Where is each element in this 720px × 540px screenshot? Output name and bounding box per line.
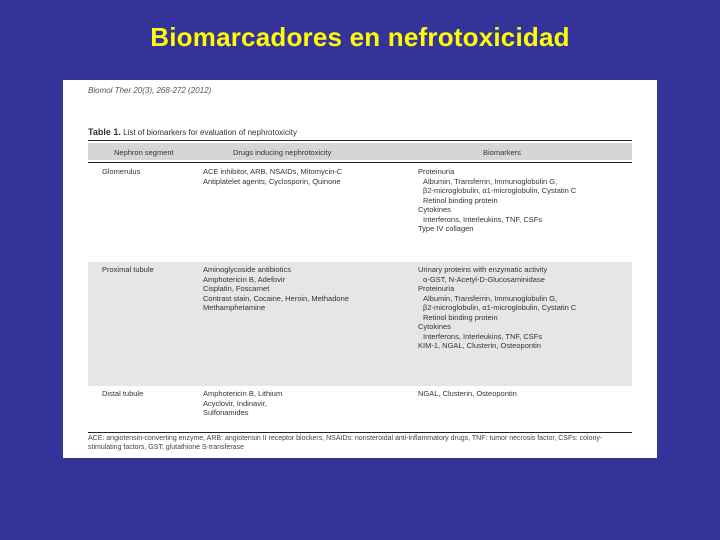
- header-biomarkers: Biomarkers: [483, 148, 521, 157]
- table-top-rule: [88, 140, 632, 141]
- header-drugs: Drugs inducing nephrotoxicity: [233, 148, 332, 157]
- biomarker-line: Urinary proteins with enzymatic activity: [418, 265, 548, 274]
- drug-line: Cisplatin, Foscarnet: [203, 284, 270, 293]
- biomarker-line: Retinol binding protein: [423, 195, 498, 205]
- drug-line: ACE inhibitor, ARB, NSAIDs, Mitomycin-C: [203, 167, 343, 176]
- biomarker-line: β2-microglobulin, α1-microglobulin, Cystatin C: [423, 186, 577, 195]
- header-nephron-segment: Nephron segment: [114, 148, 174, 157]
- table-header-rule: [88, 162, 632, 163]
- biomarker-line: Proteinuria: [418, 167, 455, 176]
- table-caption: [88, 127, 297, 137]
- table-number: Table 1.: [88, 127, 121, 137]
- drug-line: Methamphetamine: [203, 303, 266, 312]
- drug-line: Amphotericin B, Adefovir: [203, 274, 286, 284]
- table-row: [88, 262, 632, 386]
- table-caption-text: List of biomarkers for evaluation of nephrotoxicity: [123, 128, 297, 137]
- biomarker-line: Cytokines: [418, 322, 451, 331]
- segment-cell: Glomerulus: [102, 167, 141, 176]
- drug-line: Contrast stain, Cocaine, Heroin, Methadone: [203, 293, 349, 303]
- biomarker-line: α-GST, N-Acetyl-D-Glucosaminidase: [423, 274, 545, 284]
- table-bottom-rule: [88, 432, 632, 433]
- table-header-row: [88, 143, 632, 160]
- drug-line: Acyclovir, Indinavir,: [203, 398, 267, 408]
- slide-title: Biomarcadores en nefrotoxicidad: [150, 22, 570, 52]
- biomarker-line: Albumin, Transferrin, Immunoglobulin G,: [423, 293, 558, 303]
- biomarker-line: Interferons, Interleukins, TNF, CSFs: [423, 331, 543, 341]
- biomarker-line: Retinol binding protein: [423, 312, 498, 322]
- table-row: [88, 386, 632, 432]
- drug-line: Amphotericin B, Lithium: [203, 389, 283, 398]
- biomarker-line: β2-microglobulin, α1-microglobulin, Cystatin C: [423, 303, 577, 312]
- journal-reference: Biomol Ther 20(3), 268-272 (2012): [88, 86, 212, 95]
- segment-cell: Distal tubule: [102, 389, 144, 398]
- biomarker-line: Albumin, Transferrin, Immunoglobulin G,: [423, 176, 558, 186]
- biomarker-line: NGAL, Clusterin, Osteopontin: [418, 389, 517, 398]
- drug-line: Antiplatelet agents, Cyclosporin, Quinone: [203, 176, 341, 186]
- biomarker-line: Proteinuria: [418, 284, 455, 293]
- biomarker-line: KIM-1, NGAL, Clusterin, Osteopontin: [418, 341, 541, 350]
- table-row: [88, 164, 632, 262]
- biomarker-line: Type IV collagen: [418, 224, 474, 233]
- table-footnote: ACE: angiotensin-converting enzyme, ARB: angiotensin II receptor blockers, NSAIDs: nonsteroidal anti-inflammatory drugs, TNF: tumor necrosis factor, CSFs: colony-stimulating factors, GST: glutathione S-transferase: [88, 435, 603, 451]
- segment-cell: Proximal tubule: [102, 265, 154, 274]
- drug-line: Aminoglycoside antibiotics: [203, 265, 291, 274]
- drug-line: Sulfonamides: [203, 408, 249, 417]
- biomarker-line: Interferons, Interleukins, TNF, CSFs: [423, 214, 543, 224]
- biomarker-line: Cytokines: [418, 205, 451, 214]
- document-scan: [63, 80, 657, 458]
